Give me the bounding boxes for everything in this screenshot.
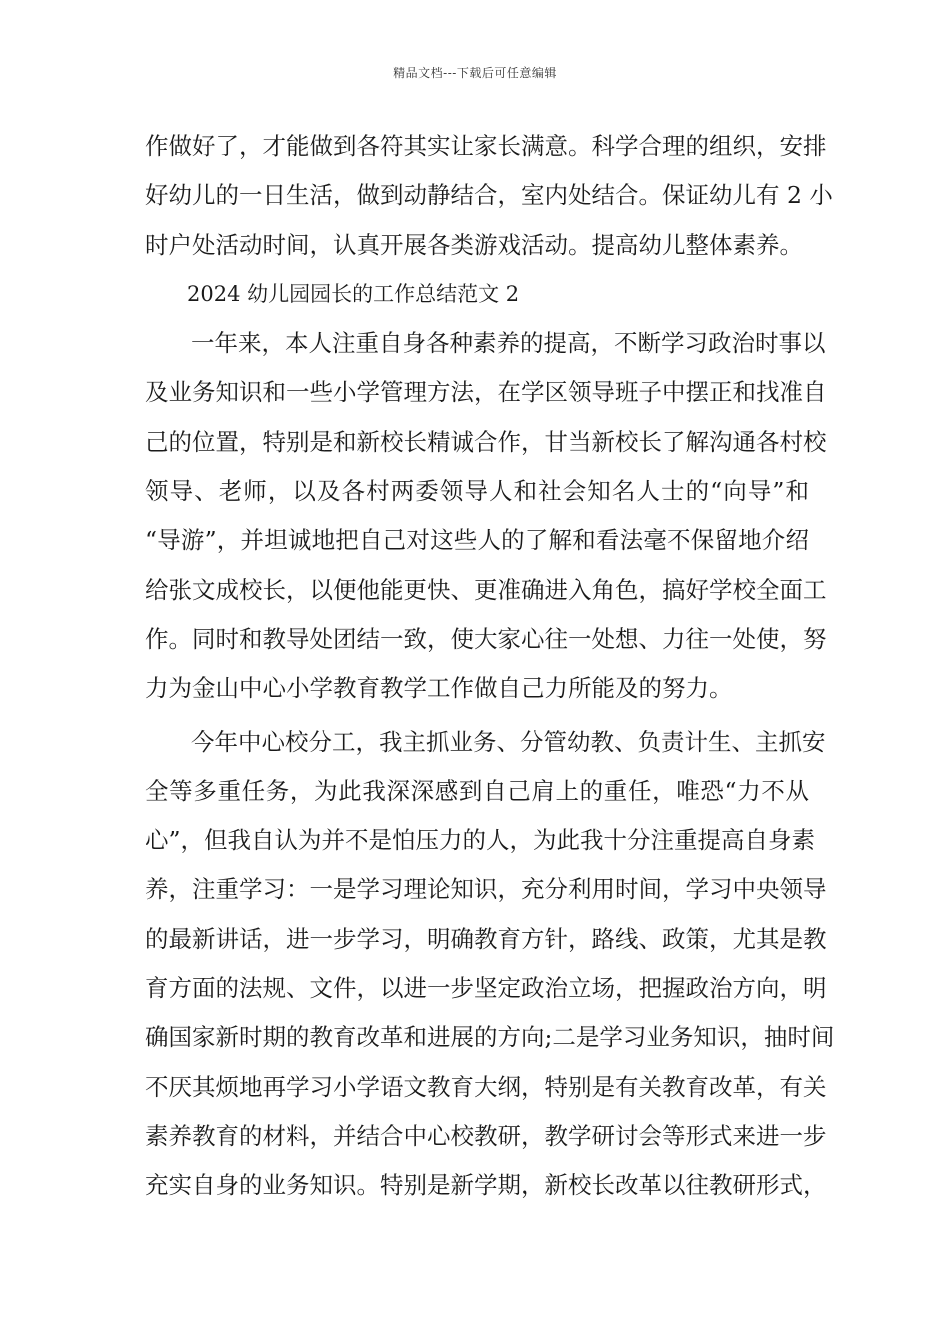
page-header: 精品文档---下载后可任意编辑 — [393, 66, 557, 80]
text-line: 养，注重学习：一是学习理论知识，充分利用时间，学习中央领导 — [145, 875, 827, 904]
section-heading: 2024 幼儿园园长的工作总结范文 2 — [187, 281, 520, 306]
text-line: 的最新讲话，进一步学习，明确教育方针，路线、政策，尤其是教 — [145, 924, 827, 953]
text-line: 作。同时和教导处团结一致，使大家心往一处想、力往一处使，努 — [145, 624, 827, 653]
text-line: “导游”，并坦诚地把自己对这些人的了解和看法毫不保留地介绍 — [145, 526, 809, 555]
text-line: 领导、老师，以及各村两委领导人和社会知名人士的“向导”和 — [145, 477, 809, 506]
text-line: 全等多重任务，为此我深深感到自己肩上的重任，唯恐“力不从 — [145, 776, 809, 805]
text-line: 给张文成校长，以便他能更快、更准确进入角色，搞好学校全面工 — [145, 575, 827, 604]
text-line: 及业务知识和一些小学管理方法，在学区领导班子中摆正和找准自 — [145, 378, 827, 407]
text-line: 今年中心校分工，我主抓业务、分管幼教、负责计生、主抓安 — [191, 727, 826, 756]
document-body — [145, 122, 835, 1211]
text-line: 作做好了，才能做到各符其实让家长满意。科学合理的组织，安排 — [145, 132, 827, 160]
text-line: 不厌其烦地再学习小学语文教育大纲，特别是有关教育改革，有关 — [145, 1072, 827, 1101]
text-line: 育方面的法规、文件，以进一步坚定政治立场，把握政治方向，明 — [145, 974, 827, 1003]
text-line: 确国家新时期的教育改革和进展的方向;二是学习业务知识，抽时间 — [145, 1023, 835, 1052]
text-line: 力为金山中心小学教育教学工作做自己力所能及的努力。 — [145, 674, 733, 703]
text-line: 一年来，本人注重自身各种素养的提高，不断学习政治时事以 — [191, 329, 826, 358]
text-line: 素养教育的材料，并结合中心校教研，教学研讨会等形式来进一步 — [145, 1121, 827, 1150]
text-line: 心”，但我自认为并不是怕压力的人，为此我十分注重提高自身素 — [145, 826, 816, 855]
text-line: 时户处活动时间，认真开展各类游戏活动。提高幼儿整体素养。 — [145, 230, 803, 259]
text-line: 好幼儿的一日生活，做到动静结合，室内处结合。保证幼儿有 2 小 — [145, 181, 833, 210]
text-line: 己的位置，特别是和新校长精诚合作，甘当新校长了解沟通各村校 — [145, 427, 827, 456]
text-line: 充实自身的业务知识。特别是新学期，新校长改革以往教研形式， — [145, 1171, 827, 1200]
